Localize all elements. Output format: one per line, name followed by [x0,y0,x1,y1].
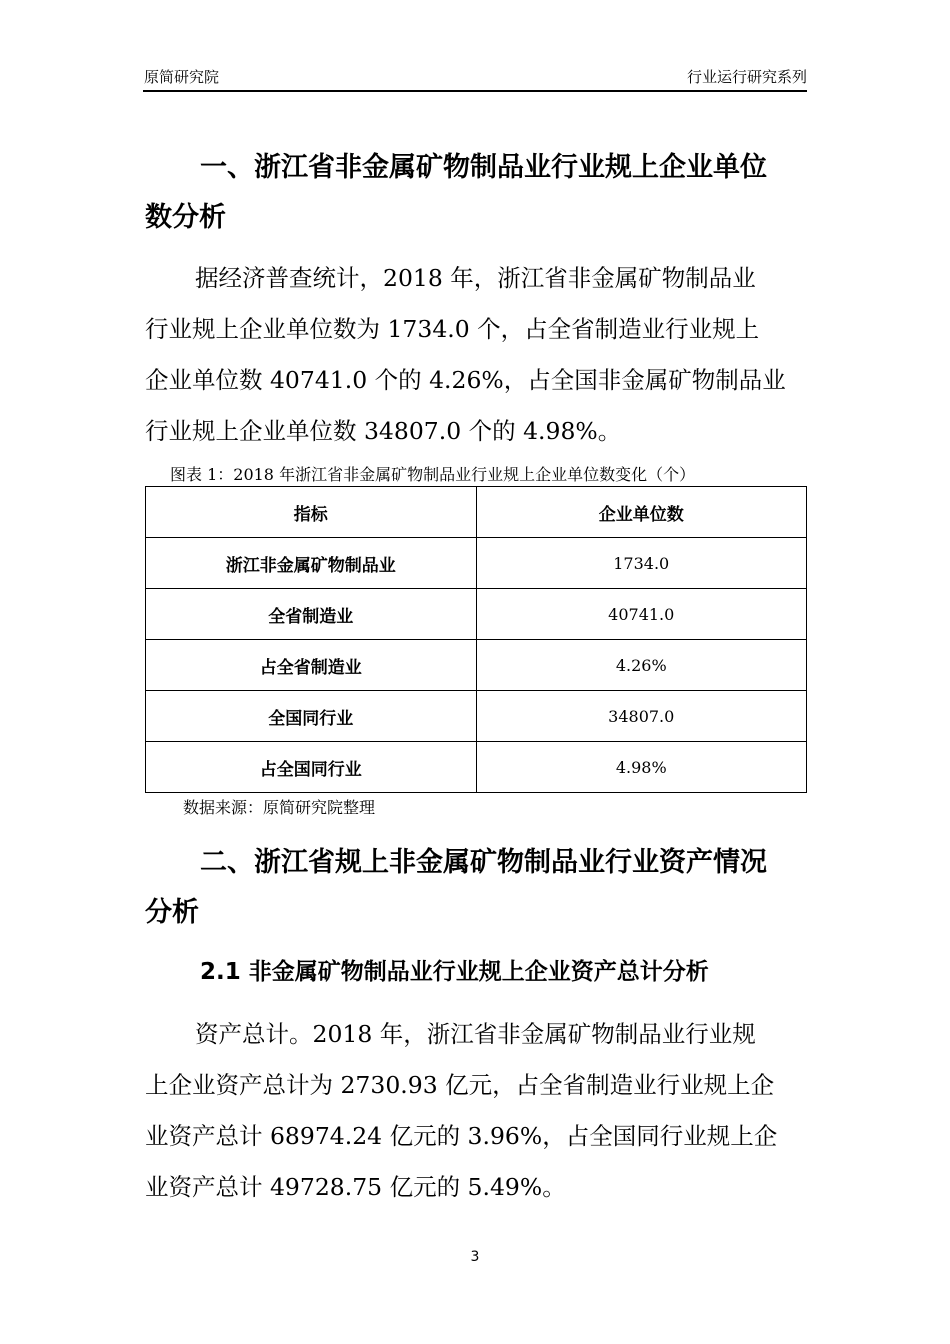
paragraph-line: 行业规上企业单位数 34807.0 个的 4.98%。 [145,417,622,445]
header-cell: 企业单位数 [476,487,807,538]
subsection-title: 2.1 非金属矿物制品业行业规上企业资产总计分析 [200,959,709,985]
section1-title-cont: 数分析 [145,202,226,233]
header-series: 行业运行研究系列 [686,68,807,86]
section2-title: 二、浙江省规上非金属矿物制品业行业资产情况 [200,847,767,878]
data-table [145,486,807,793]
row-label: 占全省制造业 [146,640,477,691]
row-value: 34807.0 [476,691,807,742]
table-row [146,538,807,589]
paragraph-line: 行业规上企业单位数为 1734.0 个，占全省制造业行业规上 [145,315,760,343]
section2-title-cont: 分析 [145,897,199,928]
page-number: 3 [470,1249,480,1265]
row-value: 4.26% [476,640,807,691]
row-value: 1734.0 [476,538,807,589]
paragraph-line: 业资产总计 49728.75 亿元的 5.49%。 [145,1173,566,1201]
row-label: 浙江非金属矿物制品业 [146,538,477,589]
table-row [146,742,807,793]
header-cell: 指标 [146,487,477,538]
table-header-row [146,487,807,538]
row-label: 全省制造业 [146,589,477,640]
row-value: 4.98% [476,742,807,793]
table-caption: 图表 1：2018 年浙江省非金属矿物制品业行业规上企业单位数变化（个） [170,465,696,484]
paragraph-line: 企业单位数 40741.0 个的 4.26%，占全国非金属矿物制品业 [145,366,786,394]
row-label: 占全国同行业 [146,742,477,793]
header-rule [143,90,807,92]
row-value: 40741.0 [476,589,807,640]
table-row [146,691,807,742]
row-label: 全国同行业 [146,691,477,742]
paragraph-line: 资产总计。2018 年，浙江省非金属矿物制品业行业规 [195,1020,756,1048]
table-source: 数据来源：原简研究院整理 [183,798,376,817]
table-row [146,589,807,640]
table-row [146,640,807,691]
paragraph-line: 上企业资产总计为 2730.93 亿元，占全省制造业行业规上企 [145,1071,775,1099]
section1-title: 一、浙江省非金属矿物制品业行业规上企业单位 [200,152,767,183]
header-org: 原简研究院 [144,68,220,86]
paragraph-line: 据经济普查统计，2018 年，浙江省非金属矿物制品业 [195,264,756,292]
paragraph-line: 业资产总计 68974.24 亿元的 3.96%，占全国同行业规上企 [145,1122,778,1150]
